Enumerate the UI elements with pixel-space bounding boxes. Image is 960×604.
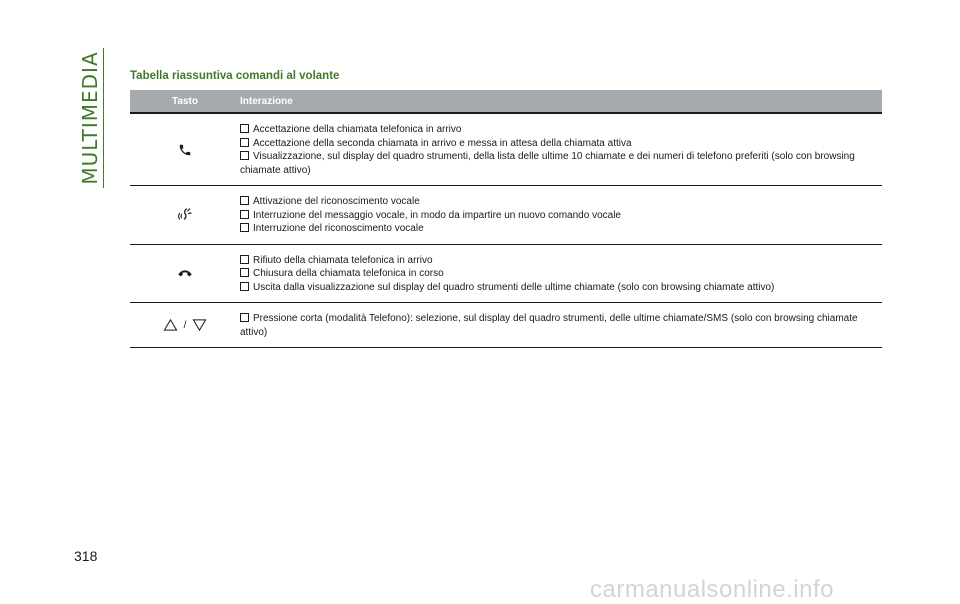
interaction-cell <box>240 245 882 303</box>
section-tab-label: MULTIMEDIA <box>78 51 102 185</box>
key-cell <box>130 114 240 185</box>
list-item <box>240 281 882 295</box>
section-tab-rule <box>103 48 104 188</box>
item-text: Interruzione del messaggio vocale, in modo da impartire un nuovo comando vocale <box>253 209 621 221</box>
list-item <box>240 312 882 339</box>
voice-command-icon <box>177 207 193 223</box>
item-text: Chiusura della chiamata telefonica in corso <box>253 268 444 279</box>
triangle-up-icon <box>163 318 178 332</box>
interaction-cell <box>240 303 882 347</box>
item-text: Rifiuto della chiamata telefonica in arrivo <box>253 254 433 266</box>
checkbox-bullet-icon <box>240 138 249 147</box>
controls-table <box>130 90 882 348</box>
list-item <box>240 267 882 281</box>
table-row <box>130 114 882 186</box>
section-tab <box>76 48 104 188</box>
checkbox-bullet-icon <box>240 151 249 160</box>
checkbox-bullet-icon <box>240 210 249 219</box>
checkbox-bullet-icon <box>240 124 249 133</box>
item-text: Accettazione della chiamata telefonica in arrivo <box>253 124 462 135</box>
key-cell <box>130 303 240 347</box>
list-item <box>240 150 882 177</box>
list-item <box>240 254 882 268</box>
checkbox-bullet-icon <box>240 282 249 291</box>
table-title: Tabella riassuntiva comandi al volante <box>130 70 340 82</box>
checkbox-bullet-icon <box>240 255 249 264</box>
item-text: Uscita dalla visualizzazione sul display del quadro strumenti delle ultime chiamate (solo con browsing chiamate attivo) <box>253 281 775 293</box>
triangle-down-icon <box>192 318 207 332</box>
checkbox-bullet-icon <box>240 313 249 322</box>
list-item <box>240 222 882 236</box>
table-header <box>130 90 882 112</box>
watermark: carmanualsonline.info <box>590 576 834 603</box>
interaction-cell <box>240 186 882 244</box>
item-text: Interruzione del riconoscimento vocale <box>253 223 424 234</box>
interaction-cell <box>240 114 882 185</box>
item-text: Visualizzazione, sul display del quadro strumenti, della lista delle ultime 10 chiamate e dei numeri di telefono preferiti (solo con browsing chiamate attivo) <box>240 151 855 176</box>
key-cell <box>130 186 240 244</box>
list-item <box>240 123 882 137</box>
list-item <box>240 137 882 151</box>
phone-answer-icon <box>178 143 192 157</box>
table-row <box>130 186 882 245</box>
page-number: 318 <box>74 548 98 564</box>
header-key: Tasto <box>172 95 198 107</box>
item-text: Attivazione del riconoscimento vocale <box>253 196 420 207</box>
table-row <box>130 303 882 348</box>
header-interaction: Interazione <box>240 95 293 107</box>
item-text: Accettazione della seconda chiamata in arrivo e messa in attesa della chiamata attiva <box>253 137 632 149</box>
key-cell <box>130 245 240 303</box>
table-row <box>130 245 882 304</box>
checkbox-bullet-icon <box>240 268 249 277</box>
list-item <box>240 209 882 223</box>
phone-hangup-icon <box>177 268 193 278</box>
list-item <box>240 195 882 209</box>
item-text: Pressione corta (modalità Telefono): selezione, sul display del quadro strumenti, delle ultime chiamate/SMS (solo con browsing chiamate attivo) <box>240 313 858 338</box>
key-separator: / <box>183 319 187 331</box>
checkbox-bullet-icon <box>240 196 249 205</box>
checkbox-bullet-icon <box>240 223 249 232</box>
